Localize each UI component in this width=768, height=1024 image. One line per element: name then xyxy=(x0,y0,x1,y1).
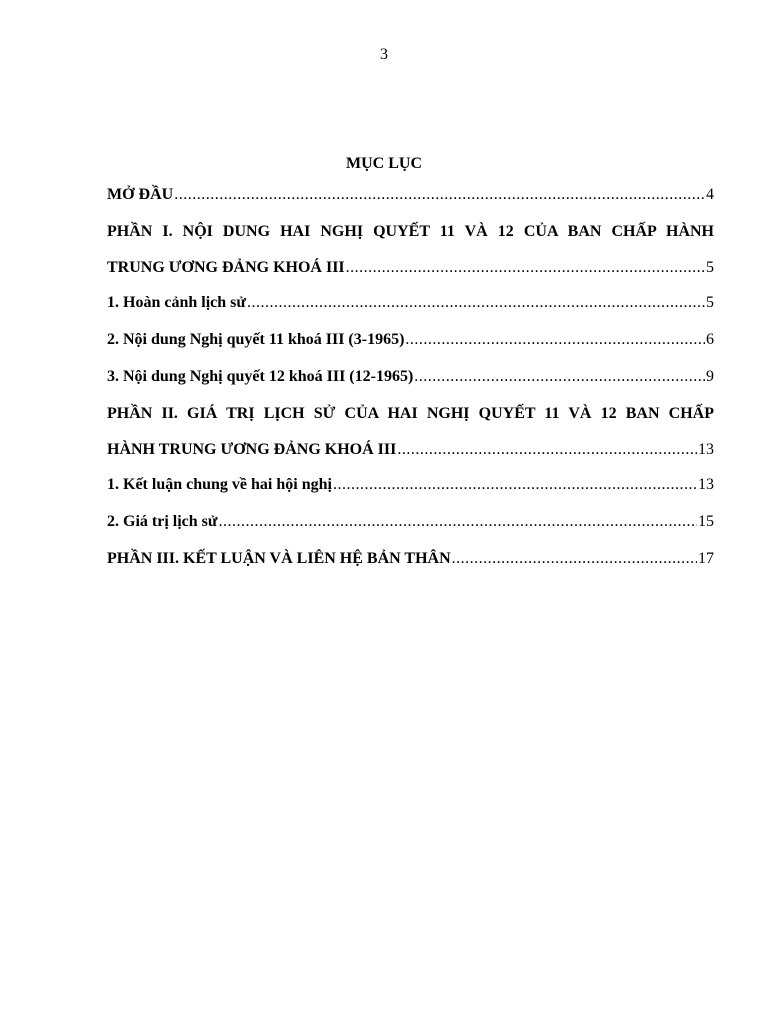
toc-entry-gia-tri[interactable] xyxy=(107,504,714,540)
toc-entry-label: 3. Nội dung Nghị quyết 12 khoá III (12-1965) xyxy=(107,368,414,385)
dot-leader xyxy=(174,177,705,213)
toc-entry-page: 9 xyxy=(706,368,714,385)
dot-leader xyxy=(247,285,705,321)
dot-leader xyxy=(333,467,697,503)
toc-entry-line xyxy=(107,359,714,395)
toc-entry-page: 5 xyxy=(706,259,714,276)
toc-entry-phan-3[interactable] xyxy=(107,541,714,577)
toc-entry-label: 1. Hoàn cảnh lịch sử xyxy=(107,294,246,311)
toc-entry-page: 15 xyxy=(698,513,714,530)
dot-leader xyxy=(397,432,697,468)
toc-entry-page: 13 xyxy=(698,476,714,493)
page-number: 3 xyxy=(380,46,388,63)
dot-leader xyxy=(405,322,705,358)
toc-entry-page: 17 xyxy=(698,550,714,567)
toc-entry-hoan-canh[interactable] xyxy=(107,285,714,321)
dot-leader xyxy=(452,541,697,577)
toc-entry-line xyxy=(107,467,714,503)
toc-entry-label: MỞ ĐẦU xyxy=(107,186,174,203)
toc-entry-line xyxy=(107,432,714,468)
toc-entry-line xyxy=(107,177,714,213)
toc-entry-label: 2. Nội dung Nghị quyết 11 khoá III (3-1965) xyxy=(107,331,405,348)
toc-title: MỤC LỤC xyxy=(346,155,422,172)
toc-entry-label: 2. Giá trị lịch sử xyxy=(107,513,218,530)
dot-leader xyxy=(346,250,705,286)
toc-entry-page: 5 xyxy=(706,294,714,311)
toc-entry-mo-dau[interactable] xyxy=(107,177,714,213)
toc-entry-line xyxy=(107,250,714,286)
toc-entry-line xyxy=(107,322,714,358)
toc-entry-page: 6 xyxy=(706,331,714,348)
toc-entry-line xyxy=(107,504,714,540)
dot-leader xyxy=(218,504,697,540)
toc-entry-line: PHẦN II. GIÁ TRỊ LỊCH SỬ CỦA HAI NGHỊ QUYẾT 11 VÀ 12 BAN CHẤP xyxy=(107,405,714,422)
toc-entry-page: 13 xyxy=(698,441,714,458)
toc-entry-line: PHẦN I. NỘI DUNG HAI NGHỊ QUYẾT 11 VÀ 12 CỦA BAN CHẤP HÀNH xyxy=(107,223,714,240)
toc-entry-page: 4 xyxy=(706,186,714,203)
toc-entry-ket-luan-chung[interactable] xyxy=(107,467,714,503)
toc-entry-nq-11[interactable] xyxy=(107,322,714,358)
toc-entry-line xyxy=(107,541,714,577)
toc-entry-phan-2[interactable] xyxy=(107,396,714,468)
toc-entry-phan-1[interactable] xyxy=(107,214,714,286)
toc-entry-nq-12[interactable] xyxy=(107,359,714,395)
toc-entry-line xyxy=(107,285,714,321)
toc-entry-label: 1. Kết luận chung về hai hội nghị xyxy=(107,476,332,493)
toc-entry-label: PHẦN III. KẾT LUẬN VÀ LIÊN HỆ BẢN THÂN xyxy=(107,550,451,567)
dot-leader xyxy=(414,359,705,395)
toc-entry-label: TRUNG ƯƠNG ĐẢNG KHOÁ III xyxy=(107,259,345,276)
toc-entry-label: HÀNH TRUNG ƯƠNG ĐẢNG KHOÁ III xyxy=(107,441,397,458)
